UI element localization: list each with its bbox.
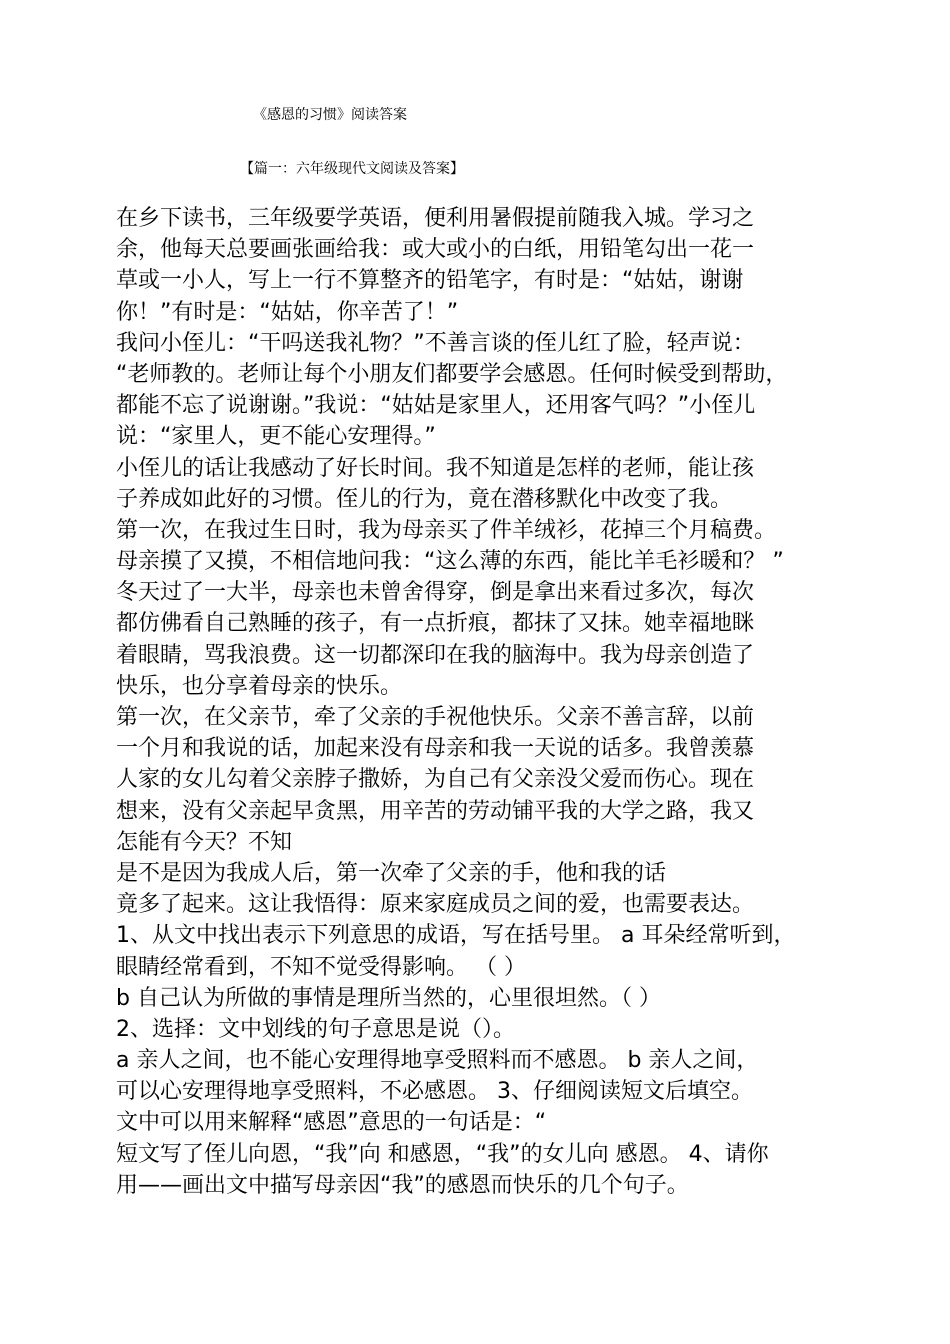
text-line: 说：“家里人，更不能心安理得。” xyxy=(116,424,436,450)
text-line: 快乐，也分享着母亲的快乐。 xyxy=(116,673,403,699)
text-line: 小侄儿的话让我感动了好长时间。我不知道是怎样的老师，能让孩 xyxy=(116,455,755,481)
text-line: 冬天过了一大半，母亲也未曾舍得穿，倒是拿出来看过多次，每次 xyxy=(116,580,755,606)
text-line: 文中可以用来解释“感恩”意思的一句话是：“ xyxy=(116,1110,547,1136)
text-line: 第一次，在我过生日时，我为母亲买了件羊绒衫，花掉三个月稿费。 xyxy=(116,517,777,543)
text-line: 想来，没有父亲起早贪黑，用辛苦的劳动铺平我的大学之路，我又 xyxy=(116,798,755,824)
text-line: 用——画出文中描写母亲因“我”的感恩而快乐的几个句子。 xyxy=(116,1172,689,1198)
text-line: 着眼睛，骂我浪费。这一切都深印在我的脑海中。我为母亲创造了 xyxy=(116,642,755,668)
text-line: 草或一小人，写上一行不算整齐的铅笔字，有时是：“姑姑，谢谢 xyxy=(116,268,744,294)
document-subtitle: 【篇一：六年级现代文阅读及答案】 xyxy=(240,161,464,177)
text-line: 短文写了侄儿向恩，“我”向 和感恩，“我”的女儿向 感恩。 4、请你 xyxy=(116,1141,769,1167)
text-line: 一个月和我说的话，加起来没有母亲和我一天说的话多。我曾羡慕 xyxy=(116,736,755,762)
document-title: 《感恩的习惯》阅读答案 xyxy=(253,107,407,123)
text-line: 人家的女儿勾着父亲脖子撒娇，为自己有父亲没父爱而伤心。现在 xyxy=(116,767,755,793)
text-line: 怎能有今天？不知 xyxy=(116,829,293,855)
text-line: 竟多了起来。这让我悟得：原来家庭成员之间的爱，也需要表达。 xyxy=(116,892,755,918)
text-line: 母亲摸了又摸，不相信地问我：“这么薄的东西，能比羊毛衫暖和？ ” xyxy=(116,549,784,575)
text-line: “老师教的。老师让每个小朋友们都要学会感恩。任何时候受到帮助， xyxy=(116,361,788,387)
text-line: 子养成如此好的习惯。侄儿的行为，竟在潜移默化中改变了我。 xyxy=(116,486,733,512)
text-line: 在乡下读书，三年级要学英语，便利用暑假提前随我入城。学习之 xyxy=(116,206,755,231)
text-line: 1、从文中找出表示下列意思的成语，写在括号里。 a 耳朵经常听到， xyxy=(116,923,796,949)
text-line: 可以心安理得地享受照料，不必感恩。 3、仔细阅读短文后填空。 xyxy=(116,1079,753,1105)
text-line: a 亲人之间，也不能心安理得地享受照料而不感恩。 b 亲人之间， xyxy=(116,1048,759,1074)
document-body xyxy=(116,203,856,1201)
text-line: b 自己认为所做的事情是理所当然的，心里很坦然。（ ） xyxy=(116,985,661,1011)
text-line: 眼睛经常看到，不知不觉受得影响。 （ ） xyxy=(116,954,526,980)
text-line: 你！”有时是：“姑姑，你辛苦了！” xyxy=(116,299,459,325)
text-line: 都能不忘了说谢谢。”我说：“姑姑是家里人，还用客气吗？”小侄儿 xyxy=(116,393,756,419)
text-line: 都仿佛看自己熟睡的孩子，有一点折痕，都抹了又抹。她幸福地眯 xyxy=(116,611,755,637)
text-line: 余，他每天总要画张画给我：或大或小的白纸，用铅笔勾出一花一 xyxy=(116,237,755,263)
text-line: 我问小侄儿：“干吗送我礼物？”不善言谈的侄儿红了脸，轻声说： xyxy=(116,330,755,356)
text-line: 第一次，在父亲节，牵了父亲的手祝他快乐。父亲不善言辞，以前 xyxy=(116,705,755,730)
text-line: 2、选择：文中划线的句子意思是说（）。 xyxy=(116,1016,515,1042)
text-line: 是不是因为我成人后，第一次牵了父亲的手，他和我的话 xyxy=(116,860,667,886)
